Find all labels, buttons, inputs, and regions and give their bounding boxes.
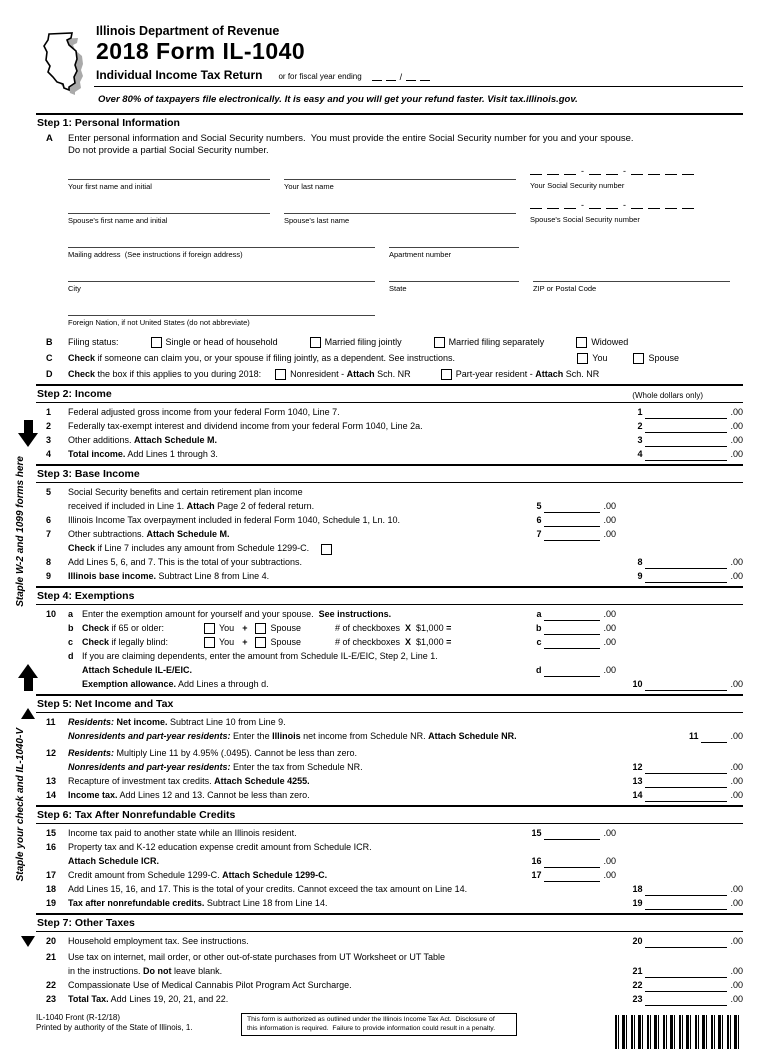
age65-you-checkbox[interactable]: You bbox=[204, 621, 234, 635]
line-7-text: Other subtractions. Attach Schedule M. bbox=[68, 529, 230, 539]
checkbox-multiplier-text: # of checkboxes X $1,000 = bbox=[334, 623, 452, 633]
efile-banner bbox=[94, 86, 743, 110]
filing-status-married-separately[interactable]: Married filing separately bbox=[434, 335, 545, 349]
illinois-state-logo-icon bbox=[36, 31, 88, 93]
line-21-text-2: in the instructions. Do not leave blank. bbox=[68, 966, 223, 976]
authorization-line-2: this information is required. Failure to provide information could result in a penalty. bbox=[247, 1024, 496, 1032]
schedule-1299c-checkbox[interactable] bbox=[321, 544, 332, 555]
line-10b-row: b Check if 65 or older: You + Spouse # of checkboxes X $1,000 = b .00 bbox=[68, 623, 616, 633]
line-9-row: 9 Illinois base income. Subtract Line 8 from Line 4. 9 .00 bbox=[46, 571, 743, 581]
mailing-address-label: Mailing address (See instructions if foreign address) bbox=[68, 250, 243, 259]
line-12-text-2: Nonresidents and part-year residents: Enter the tax from Schedule NR. bbox=[68, 762, 363, 772]
line-16-text-1: Property tax and K-12 education expense credit amount from Schedule ICR. bbox=[68, 842, 372, 852]
filing-status-married-jointly[interactable]: Married filing jointly bbox=[310, 335, 402, 349]
residency-text: Check the box if this applies to you during 2018: bbox=[68, 369, 262, 379]
line-3-text: Other additions. Attach Schedule M. bbox=[68, 435, 218, 445]
line-10a-row: 10 a Enter the exemption amount for yourself and your spouse. See instructions. a .00 bbox=[46, 609, 616, 619]
triangle-up-icon bbox=[21, 708, 35, 719]
line-8-amount-field[interactable]: 8 .00 bbox=[637, 557, 743, 567]
line-18-row: 18 Add Lines 15, 16, and 17. This is the total of your credits. Cannot exceed the tax amount on Line 14. 18 .00 bbox=[46, 884, 743, 894]
line-6-amount-field[interactable]: 6 .00 bbox=[536, 515, 616, 525]
line-10d-row1: d If you are claiming dependents, enter the amount from Schedule IL-E/EIC, Step 2, Line 1. bbox=[36, 649, 743, 663]
form-footer bbox=[36, 1013, 743, 1049]
line-17-text: Credit amount from Schedule 1299-C. Attach Schedule 1299-C. bbox=[68, 870, 328, 880]
ssn-input[interactable]: - - bbox=[530, 163, 741, 175]
line-12-text-1: Residents: Multiply Line 11 by 4.95% (.0495). Cannot be less than zero. bbox=[68, 748, 357, 758]
arrow-head-down bbox=[18, 433, 38, 447]
line-13-amount-field[interactable]: 13 .00 bbox=[632, 776, 743, 786]
line-14-row: 14 Income tax. Add Lines 12 and 13. Cannot be less than zero. 14 .00 bbox=[46, 790, 743, 800]
checkbox-icon[interactable] bbox=[576, 337, 587, 348]
line-3-amount-field[interactable]: 3 .00 bbox=[637, 435, 743, 445]
amount-underline bbox=[645, 681, 727, 691]
line-11-amount-field[interactable]: 11 .00 bbox=[688, 731, 743, 741]
amount-underline bbox=[645, 559, 727, 569]
step4-heading bbox=[36, 586, 743, 605]
filing-status-row: B Filing status: Single or head of household Married filing jointly Married filing separately Widowed bbox=[46, 337, 629, 347]
step1-instruction-a: A Enter personal information and Social Security numbers. You must provide the entire Social Security number for you and your spouse. bbox=[36, 133, 743, 145]
arrow-stem bbox=[24, 420, 33, 433]
arrow-stem bbox=[24, 678, 33, 691]
line-10b-amount-field[interactable]: b .00 bbox=[535, 623, 616, 633]
line-1-row: 1 Federal adjusted gross income from your federal Form 1040, Line 7. 1 .00 bbox=[46, 407, 743, 417]
line-22-amount-field[interactable]: 22 .00 bbox=[632, 980, 743, 990]
line-10d-text-2: Attach Schedule IL-E/EIC. bbox=[82, 665, 193, 675]
last-name-label: Your last name bbox=[284, 182, 334, 191]
step7-title: Step 7: Other Taxes bbox=[37, 917, 135, 929]
line-10c-amount-field[interactable]: c .00 bbox=[536, 637, 616, 647]
staple-arrow-down-icon bbox=[18, 420, 38, 447]
amount-underline bbox=[645, 764, 727, 774]
staple-w2-note: Staple W-2 and 1099 forms here bbox=[15, 456, 26, 607]
line-5-amount-field[interactable]: 5 .00 bbox=[536, 501, 616, 511]
line-15-amount-field[interactable]: 15 .00 bbox=[531, 828, 616, 838]
step4-title: Step 4: Exemptions bbox=[37, 590, 135, 602]
last-name-input[interactable] bbox=[284, 167, 516, 180]
line-10c-text: Check if legally blind: bbox=[82, 637, 169, 647]
line-21-amount-field[interactable]: 21 .00 bbox=[632, 966, 743, 976]
step1-heading bbox=[36, 113, 743, 131]
line-19-amount-field[interactable]: 19 .00 bbox=[632, 898, 743, 908]
line-13-text: Recapture of investment tax credits. Attach Schedule 4255. bbox=[68, 776, 310, 786]
line-3-row: 3 Other additions. Attach Schedule M. 3 .00 bbox=[46, 435, 743, 445]
line-12-amount-field[interactable]: 12 .00 bbox=[632, 762, 743, 772]
line-16-text-2: Attach Schedule ICR. bbox=[68, 856, 160, 866]
dependent-claim-text: Check if someone can claim you, or your spouse if filing jointly, as a dependent. See instructions. bbox=[68, 353, 456, 363]
triangle-down-icon bbox=[21, 936, 35, 947]
dependent-you-checkbox[interactable]: You bbox=[577, 351, 607, 365]
fiscal-year-field[interactable]: / bbox=[372, 73, 431, 82]
part-year-resident-checkbox[interactable]: Part-year resident - Attach Sch. NR bbox=[441, 367, 600, 381]
line-21-text-1: Use tax on internet, mail order, or other out-of-state purchases from UT Worksheet or UT Table bbox=[68, 952, 446, 962]
dependent-claim-row: C Check if someone can claim you, or your spouse if filing jointly, as a dependent. See instructions. You Spouse bbox=[46, 353, 679, 363]
arrow-head-up bbox=[18, 664, 38, 678]
amount-underline bbox=[701, 733, 727, 743]
amount-underline bbox=[645, 409, 727, 419]
checkbox-icon[interactable] bbox=[204, 637, 215, 648]
line-11-text-1: Residents: Net income. Subtract Line 10 from Line 9. bbox=[68, 717, 286, 727]
line-17-row: 17 Credit amount from Schedule 1299-C. Attach Schedule 1299-C. 17 .00 bbox=[46, 870, 616, 880]
line-18-text: Add Lines 15, 16, and 17. This is the total of your credits. Cannot exceed the tax amount on Line 14. bbox=[68, 884, 468, 894]
line-8-row: 8 Add Lines 5, 6, and 7. This is the total of your subtractions. 8 .00 bbox=[46, 557, 743, 567]
checkbox-icon[interactable] bbox=[441, 369, 452, 380]
blind-spouse-checkbox[interactable]: Spouse bbox=[255, 635, 301, 649]
line-2-row: 2 Federally tax-exempt interest and dividend income from your federal Form 1040, Line 2a. 2 .00 bbox=[46, 421, 743, 431]
amount-underline bbox=[645, 437, 727, 447]
amount-underline bbox=[544, 872, 600, 882]
line-2-text: Federally tax-exempt interest and dividend income from your federal Form 1040, Line 2a. bbox=[68, 421, 423, 431]
spouse-last-name-input[interactable] bbox=[284, 201, 516, 214]
line-10d-row2 bbox=[36, 663, 743, 677]
step6-title: Step 6: Tax After Nonrefundable Credits bbox=[37, 809, 236, 821]
line-23-row: 23 Total Tax. Add Lines 19, 20, 21, and 22. 23 .00 bbox=[46, 994, 743, 1004]
line-1-amount-field[interactable]: 1 .00 bbox=[637, 407, 743, 417]
line-4-row: 4 Total income. Add Lines 1 through 3. 4 .00 bbox=[46, 449, 743, 459]
step1-title: Step 1: Personal Information bbox=[37, 117, 180, 129]
line-9-amount-field[interactable]: 9 .00 bbox=[637, 571, 743, 581]
line-10c-row: c Check if legally blind: You + Spouse # of checkboxes X $1,000 = c .00 bbox=[68, 637, 616, 647]
line-16-group: 16 Property tax and K-12 education expense credit amount from Schedule ICR. Attach Schedule ICR. 16 .00 bbox=[36, 840, 743, 868]
state-label: State bbox=[389, 284, 407, 293]
city-input[interactable] bbox=[68, 269, 375, 282]
personal-info-fields bbox=[68, 167, 743, 327]
line-14-amount-field[interactable]: 14 .00 bbox=[632, 790, 743, 800]
line-22-row: 22 Compassionate Use of Medical Cannabis Pilot Program Act Surcharge. 22 .00 bbox=[46, 980, 743, 990]
checkbox-icon[interactable] bbox=[434, 337, 445, 348]
line-2-amount-field[interactable]: 2 .00 bbox=[637, 421, 743, 431]
line-5-text-1: Social Security benefits and certain retirement plan income bbox=[68, 487, 303, 497]
step3-heading bbox=[36, 464, 743, 483]
line-19-text: Tax after nonrefundable credits. Subtract Line 18 from Line 14. bbox=[68, 898, 328, 908]
amount-underline bbox=[645, 792, 727, 802]
amount-underline bbox=[544, 830, 600, 840]
amount-underline bbox=[544, 639, 600, 649]
amount-underline bbox=[645, 573, 727, 583]
step5-heading bbox=[36, 694, 743, 713]
line-1-text: Federal adjusted gross income from your federal Form 1040, Line 7. bbox=[68, 407, 340, 417]
line-16-amount-field[interactable]: 16 .00 bbox=[531, 856, 616, 866]
spouse-first-name-label: Spouse's first name and initial bbox=[68, 216, 168, 225]
spouse-last-name-label: Spouse's last name bbox=[284, 216, 350, 225]
checkbox-icon[interactable] bbox=[275, 369, 286, 380]
spouse-ssn-label: Spouse's Social Security number bbox=[530, 215, 640, 224]
checkbox-icon[interactable] bbox=[255, 637, 266, 648]
apartment-number-input[interactable] bbox=[389, 235, 519, 248]
mailing-address-input[interactable] bbox=[68, 235, 375, 248]
authorization-notice-box bbox=[241, 1013, 517, 1036]
form-subtitle: Individual Income Tax Return bbox=[96, 68, 263, 82]
form-header bbox=[36, 24, 743, 110]
amount-underline bbox=[645, 451, 727, 461]
checkbox-multiplier-text: # of checkboxes X $1,000 = bbox=[334, 637, 452, 647]
staple-arrow-up-icon bbox=[18, 664, 38, 691]
plus-sign: + bbox=[242, 637, 248, 647]
line-21-group: 21 Use tax on internet, mail order, or other out-of-state purchases from UT Worksheet or UT Table in the instructions. Do not leave blank. 21 .00 bbox=[46, 952, 743, 976]
nonresident-checkbox[interactable]: Nonresident - Attach Sch. NR bbox=[275, 367, 411, 381]
city-label: City bbox=[68, 284, 81, 293]
barcode-icon bbox=[615, 1015, 743, 1049]
line-14-text: Income tax. Add Lines 12 and 13. Cannot be less than zero. bbox=[68, 790, 310, 800]
residency-row: D Check the box if this applies to you during 2018: Nonresident - Attach Sch. NR Part-year resident - Attach Sch. NR bbox=[46, 369, 600, 379]
line-4-amount-field[interactable]: 4 .00 bbox=[637, 449, 743, 459]
step3-title: Step 3: Base Income bbox=[37, 468, 140, 480]
checkbox-icon[interactable] bbox=[577, 353, 588, 364]
line-20-text: Household employment tax. See instructions. bbox=[68, 936, 249, 946]
amount-underline bbox=[645, 996, 727, 1006]
amount-underline bbox=[645, 900, 727, 910]
blind-you-checkbox[interactable]: You bbox=[204, 635, 234, 649]
first-name-input[interactable] bbox=[68, 167, 270, 180]
checkbox-icon[interactable] bbox=[204, 623, 215, 634]
step6-heading bbox=[36, 805, 743, 824]
filing-status-widowed[interactable]: Widowed bbox=[576, 335, 628, 349]
amount-underline bbox=[645, 886, 727, 896]
filing-status-single[interactable]: Single or head of household bbox=[151, 335, 278, 349]
line-11-group: 11 Residents: Net income. Subtract Line 10 from Line 9. Nonresidents and part-year residents: Enter the Illinois net income from Schedule NR. Attach Schedule NR. 11 .00 bbox=[46, 717, 743, 741]
dependent-spouse-checkbox[interactable]: Spouse bbox=[633, 351, 679, 365]
instruction-a-line2: Do not provide a partial Social Security number. bbox=[68, 145, 269, 156]
exemption-allowance-text: Exemption allowance. Add Lines a through d. bbox=[82, 679, 269, 689]
line-17-amount-field[interactable]: 17 .00 bbox=[531, 870, 616, 880]
amount-underline bbox=[645, 778, 727, 788]
amount-underline bbox=[645, 938, 727, 948]
spouse-first-name-input[interactable] bbox=[68, 201, 270, 214]
line-20-amount-field[interactable]: 20 .00 bbox=[632, 936, 743, 946]
authorization-line-1: This form is authorized as outlined under the Illinois Income Tax Act. Disclosure of bbox=[247, 1016, 495, 1023]
checkbox-icon[interactable] bbox=[151, 337, 162, 348]
line-12-group: 12 Residents: Multiply Line 11 by 4.95% (.0495). Cannot be less than zero. Nonresidents and part-year residents: Enter the tax from Schedule NR. 12 .00 bbox=[46, 748, 743, 772]
filing-status-label: Filing status: bbox=[68, 337, 119, 347]
checkbox-icon[interactable] bbox=[633, 353, 644, 364]
amount-underline bbox=[544, 531, 600, 541]
step2-heading bbox=[36, 384, 743, 403]
line-10b-text: Check if 65 or older: bbox=[82, 623, 165, 633]
amount-underline bbox=[544, 517, 600, 527]
line-15-row: 15 Income tax paid to another state while an Illinois resident. 15 .00 bbox=[46, 828, 616, 838]
agency-name: Illinois Department of Revenue bbox=[96, 24, 280, 38]
line-9-text: Illinois base income. Subtract Line 8 from Line 4. bbox=[68, 571, 270, 581]
spouse-ssn-input[interactable]: - - bbox=[530, 197, 741, 209]
line-5-group: 5 Social Security benefits and certain retirement plan income received if included in Line 1. Attach Page 2 of federal return. 5 .00 bbox=[36, 485, 743, 513]
age65-spouse-checkbox[interactable]: Spouse bbox=[255, 621, 301, 635]
first-name-label: Your first name and initial bbox=[68, 182, 152, 191]
amount-underline bbox=[645, 982, 727, 992]
plus-sign: + bbox=[242, 623, 248, 633]
form-title: 2018 Form IL-1040 bbox=[96, 38, 306, 64]
line-6-text: Illinois Income Tax overpayment included in federal Form 1040, Schedule 1, Ln. 10. bbox=[68, 515, 401, 525]
line-7-row: 7 Other subtractions. Attach Schedule M. 7 .00 bbox=[46, 529, 616, 539]
line-8-text: Add Lines 5, 6, and 7. This is the total of your subtractions. bbox=[68, 557, 302, 567]
line-20-row: 20 Household employment tax. See instructions. 20 .00 bbox=[46, 936, 743, 946]
line-10-total-row bbox=[36, 677, 743, 691]
amount-underline bbox=[645, 423, 727, 433]
step5-title: Step 5: Net Income and Tax bbox=[37, 698, 174, 710]
line-4-text: Total income. Add Lines 1 through 3. bbox=[68, 449, 218, 459]
line-7-check-text: Check if Line 7 includes any amount from Schedule 1299-C. bbox=[68, 543, 310, 553]
foreign-nation-label: Foreign Nation, if not United States (do not abbreviate) bbox=[68, 318, 250, 327]
fiscal-year-label: or for fiscal year ending bbox=[278, 72, 362, 81]
line-10d-amount-field[interactable]: d .00 bbox=[535, 665, 616, 675]
line-19-row: 19 Tax after nonrefundable credits. Subtract Line 18 from Line 14. 19 .00 bbox=[46, 898, 743, 908]
line-7-check-row bbox=[36, 541, 743, 555]
whole-dollars-note: (Whole dollars only) bbox=[632, 391, 703, 400]
staple-check-note: Staple your check and IL-1040-V bbox=[15, 728, 26, 882]
amount-underline bbox=[544, 625, 600, 635]
line-23-text: Total Tax. Add Lines 19, 20, 21, and 22. bbox=[68, 994, 229, 1004]
amount-underline bbox=[544, 858, 600, 868]
step7-heading bbox=[36, 913, 743, 932]
zip-input[interactable] bbox=[533, 269, 730, 282]
step2-title: Step 2: Income bbox=[37, 388, 112, 400]
amount-underline bbox=[544, 667, 600, 677]
printed-by-authority: Printed by authority of the State of Illinois, 1. bbox=[36, 1023, 193, 1032]
line-13-row: 13 Recapture of investment tax credits. Attach Schedule 4255. 13 .00 bbox=[46, 776, 743, 786]
instruction-a-line1: Enter personal information and Social Security numbers. You must provide the entire Social Security number for you and your spouse. bbox=[68, 133, 634, 144]
zip-label: ZIP or Postal Code bbox=[533, 284, 597, 293]
foreign-nation-input[interactable] bbox=[68, 303, 375, 316]
line-18-amount-field[interactable]: 18 .00 bbox=[632, 884, 743, 894]
line-15-text: Income tax paid to another state while an Illinois resident. bbox=[68, 828, 297, 838]
line-11-text-2: Nonresidents and part-year residents: Enter the Illinois net income from Schedule NR. Attach Schedule NR. bbox=[68, 731, 517, 741]
checkbox-icon[interactable] bbox=[255, 623, 266, 634]
state-input[interactable] bbox=[389, 269, 519, 282]
line-10a-text: Enter the exemption amount for yourself and your spouse. See instructions. bbox=[82, 609, 392, 619]
checkbox-icon[interactable] bbox=[310, 337, 321, 348]
line-22-text: Compassionate Use of Medical Cannabis Pilot Program Act Surcharge. bbox=[68, 980, 352, 990]
efile-tagline: Over 80% of taxpayers file electronically. It is easy and you will get your refund faster. Visit tax.illinois.gov. bbox=[98, 94, 578, 105]
form-id: IL-1040 Front (R-12/18) bbox=[36, 1013, 121, 1022]
line-5-text-2: received if included in Line 1. Attach Page 2 of federal return. bbox=[68, 501, 315, 511]
apartment-number-label: Apartment number bbox=[389, 250, 452, 259]
ssn-label: Your Social Security number bbox=[530, 181, 625, 190]
amount-underline bbox=[645, 968, 727, 978]
line-6-row: 6 Illinois Income Tax overpayment included in federal Form 1040, Schedule 1, Ln. 10. 6 .00 bbox=[46, 515, 616, 525]
line-10-amount-field[interactable]: 10 .00 bbox=[632, 679, 743, 689]
line-7-amount-field[interactable]: 7 .00 bbox=[536, 529, 616, 539]
amount-underline bbox=[544, 611, 600, 621]
line-23-amount-field[interactable]: 23 .00 bbox=[632, 994, 743, 1004]
amount-underline bbox=[544, 503, 600, 513]
line-10a-amount-field[interactable]: a .00 bbox=[536, 609, 616, 619]
line-10d-text-1: If you are claiming dependents, enter the amount from Schedule IL-E/EIC, Step 2, Line 1. bbox=[82, 651, 438, 661]
